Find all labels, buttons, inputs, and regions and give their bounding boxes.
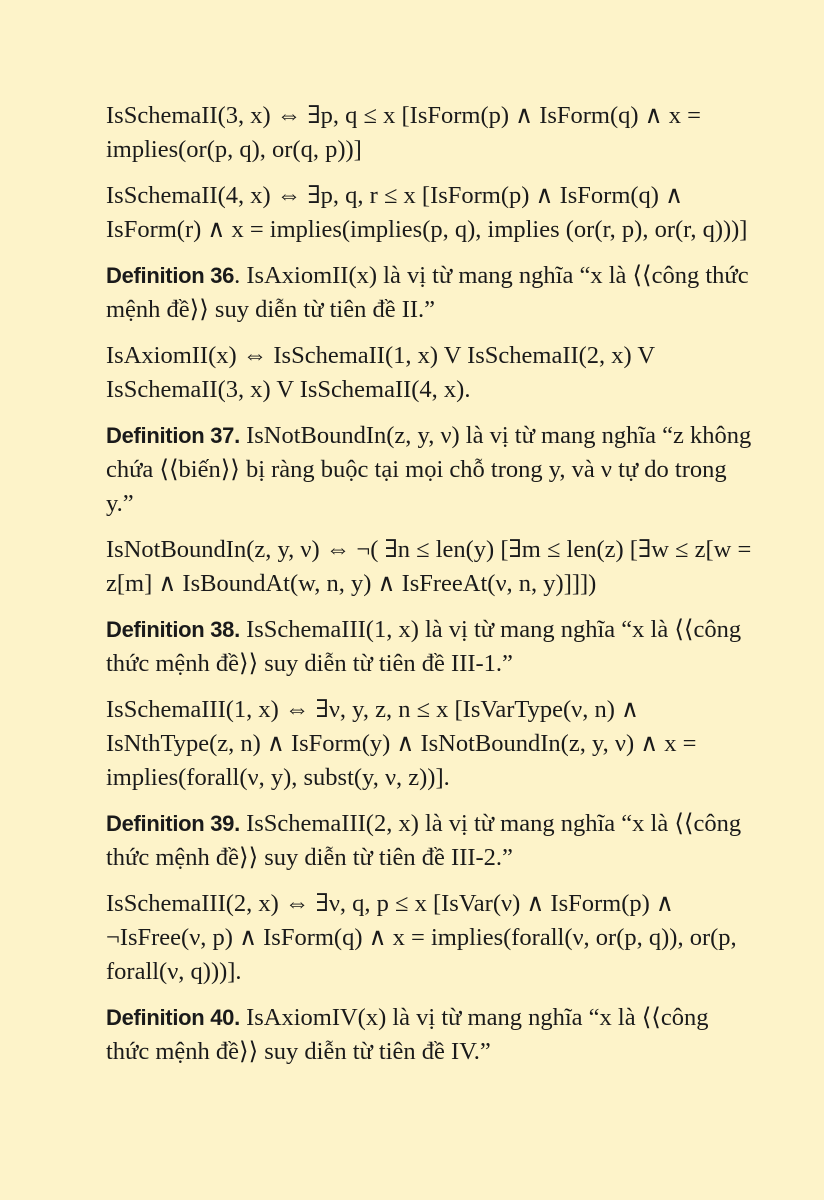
formula-text: IsSchemaIII(1, x) ⇔ ∃ν, y, z, n ≤ x [IsVarType(ν, n) ∧ IsNthType(z, n) ∧ IsForm(y) ∧ IsNotBoundIn(z, y, ν) ∧ x = implies(forall(ν, y), subst(y, ν, z))]. — [106, 696, 697, 791]
definition-text: IsNotBoundIn(z, y, ν) là vị từ mang nghĩa “z không chứa ⟨⟨biến⟩⟩ bị ràng buộc tại mọi chỗ trong y, và ν tự do trong y.” — [106, 422, 752, 517]
formula-schema-iii-2 — [106, 887, 754, 989]
definition-label: Definition 38. — [106, 617, 240, 642]
definition-38 — [106, 613, 754, 681]
definition-37 — [106, 419, 754, 521]
formula-schema-ii-3 — [106, 99, 754, 167]
formula-not-bound-in — [106, 533, 754, 601]
formula-text: IsAxiomII(x) ⇔ IsSchemaII(1, x) V IsSchemaII(2, x) V IsSchemaII(3, x) V IsSchemaII(4, x). — [106, 342, 655, 403]
definition-text: IsAxiomIV(x) là vị từ mang nghĩa “x là ⟨⟨công thức mệnh đề⟩⟩ suy diễn từ tiên đề IV.” — [106, 1004, 709, 1065]
definition-text: IsSchemaIII(2, x) là vị từ mang nghĩa “x là ⟨⟨công thức mệnh đề⟩⟩ suy diễn từ tiên đề III-2.” — [106, 810, 742, 871]
definition-text: . IsAxiomII(x) là vị từ mang nghĩa “x là ⟨⟨công thức mệnh đề⟩⟩ suy diễn từ tiên đề II.” — [106, 262, 749, 323]
definition-label: Definition 36 — [106, 263, 235, 288]
definition-label: Definition 37. — [106, 423, 240, 448]
definition-text: IsSchemaIII(1, x) là vị từ mang nghĩa “x là ⟨⟨công thức mệnh đề⟩⟩ suy diễn từ tiên đề III-1.” — [106, 616, 742, 677]
definition-36 — [106, 259, 754, 327]
formula-axiom-ii — [106, 339, 754, 407]
definition-label: Definition 40. — [106, 1005, 240, 1030]
definition-label: Definition 39. — [106, 811, 240, 836]
definition-39 — [106, 807, 754, 875]
formula-schema-ii-4 — [106, 179, 754, 247]
formula-text: IsNotBoundIn(z, y, ν) ⇔ ¬( ∃n ≤ len(y) [∃m ≤ len(z) [∃w ≤ z[w = z[m] ∧ IsBoundAt(w, n, y) ∧ IsFreeAt(ν, n, y)]]]) — [106, 536, 752, 597]
definition-40 — [106, 1001, 754, 1069]
formula-schema-iii-1 — [106, 693, 754, 795]
formula-text: IsSchemaII(3, x) ⇔ ∃p, q ≤ x [IsForm(p) ∧ IsForm(q) ∧ x = implies(or(p, q), or(q, p))] — [106, 102, 701, 163]
formula-text: IsSchemaII(4, x) ⇔ ∃p, q, r ≤ x [IsForm(p) ∧ IsForm(q) ∧ IsForm(r) ∧ x = implies(implies(p, q), implies (or(r, p), or(r, q)))] — [106, 182, 748, 243]
formula-text: IsSchemaIII(2, x) ⇔ ∃ν, q, p ≤ x [IsVar(ν) ∧ IsForm(p) ∧ ¬IsFree(ν, p) ∧ IsForm(q) ∧ x = implies(forall(ν, or(p, q)), or(p, forall(ν, q)))]. — [106, 890, 737, 985]
